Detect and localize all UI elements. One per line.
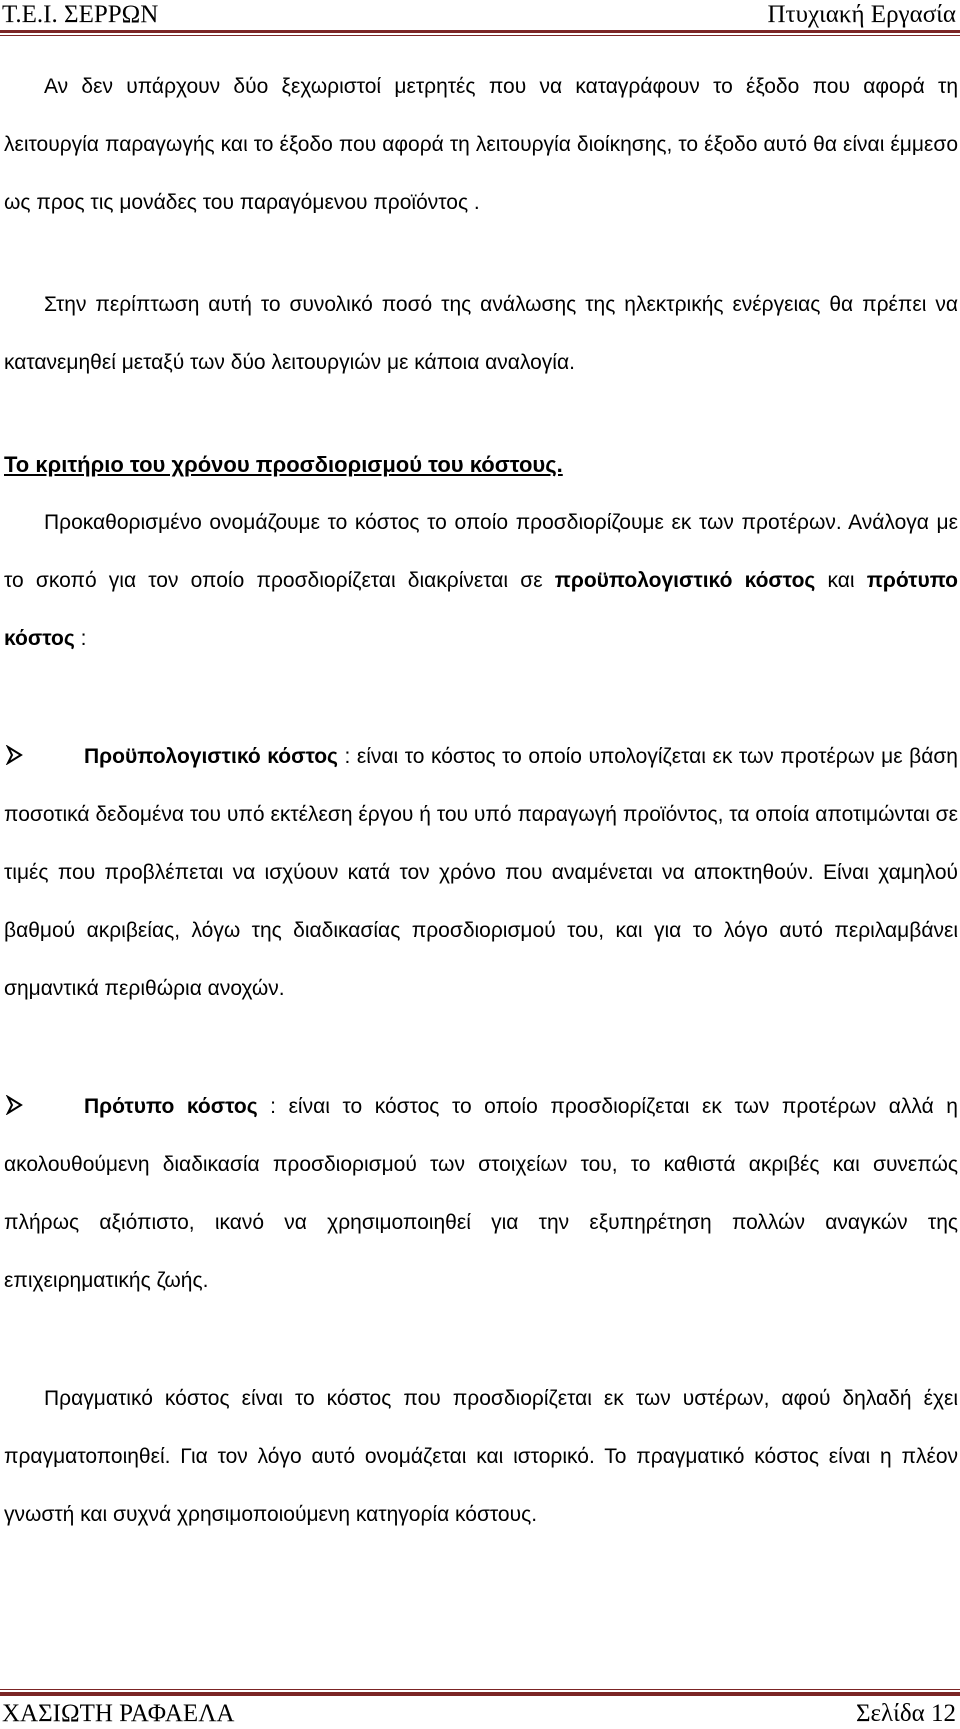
paragraph-actual-cost: Πραγματικό κόστος είναι το κόστος που προσδιορίζεται εκ των υστέρων, αφού δηλαδή έχει πραγματοποιηθεί. Για τον λόγο αυτό ονομάζεται και ιστορικό. Το πραγματικό κόστος είναι η πλέον γνωστή και συχνά χρησιμοποιούμενη κατηγορία κόστους. [4, 1387, 958, 1526]
paragraph-allocation: Στην περίπτωση αυτή το συνολικό ποσό της ανάλωσης της ηλεκτρικής ενέργειας θα πρέπει να κατανεμηθεί μεταξύ των δύο λειτουργιών με κάποια αναλογία. [4, 293, 958, 374]
bullet-budgeted-cost: Προϋπολογιστικό κόστος : είναι το κόστος το οποίο υπολογίζεται εκ των προτέρων με βάση ποσοτικά δεδομένα του υπό εκτέλεση έργου ή του υπό παραγωγή προϊόντος, τα οποία αποτιμώνται σε τιμές που προβλέπεται να ισχύουν κατά τον χρόνο που αναμένεται να αποκτηθούν. Είναι χαμηλού βαθμού ακριβείας, λόγω της διαδικασίας προσδιορισμού του, και για το λόγο αυτό περιλαμβάνει σημαντικά περιθώρια ανοχών. [4, 728, 958, 1018]
footer-rule [0, 1692, 960, 1696]
footer-rule-thin [0, 1689, 960, 1690]
page-body [4, 58, 958, 1544]
header-institution: Τ.Ε.Ι. ΣΕΡΡΩΝ [2, 1, 159, 28]
arrowhead-bullet-icon [4, 728, 84, 786]
paragraph-predetermined-cost: Προκαθορισμένο ονομάζουμε το κόστος το οποίο προσδιορίζουμε εκ των προτέρων. Ανάλογα με το σκοπό για τον οποίο προσδιορίζεται διακρίνεται σε προϋπολογιστικό κόστος και πρότυπο κόστος : [4, 511, 959, 650]
page-header [0, 0, 960, 32]
section-heading: Το κριτήριο του χρόνου προσδιορισμού του κόστους. [4, 452, 563, 477]
footer-author: ΧΑΣΙΩΤΗ ΡΑΦΑΕΛΑ [2, 1700, 235, 1727]
term-budgeted-cost: προϋπολογιστικό κόστος [554, 569, 816, 592]
footer-page-number: Σελίδα 12 [855, 1700, 956, 1727]
bullet-term-budgeted: Προϋπολογιστικό κόστος [84, 745, 338, 768]
term-standard-cost: πρότυπο κόστος [4, 569, 959, 650]
paragraph-indirect-expense: Αν δεν υπάρχουν δύο ξεχωριστοί μετρητές που να καταγράφουν το έξοδο που αφορά τη λειτουργία παραγωγής και το έξοδο που αφορά τη λειτουργία διοίκησης, το έξοδο αυτό θα είναι έμμεσο ως προς τις μονάδες του παραγόμενου προϊόντος . [4, 75, 958, 214]
bullet-term-standard: Πρότυπο κόστος [84, 1095, 258, 1118]
arrowhead-bullet-icon [4, 1078, 84, 1136]
header-rule-thin [0, 35, 960, 36]
bullet-standard-cost: Πρότυπο κόστος : είναι το κόστος το οποίο προσδιορίζεται εκ των προτέρων αλλά η ακολουθούμενη διαδικασία προσδιορισμού των στοιχείων του, το καθιστά ακριβές και συνεπώς πλήρως αξιόπιστο, ικανό να χρησιμοποιηθεί για την εξυπηρέτηση πολλών αναγκών της επιχειρηματικής ζωής. [4, 1078, 958, 1310]
header-rule [0, 30, 960, 33]
header-document-type: Πτυχιακή Εργασία [767, 1, 956, 28]
